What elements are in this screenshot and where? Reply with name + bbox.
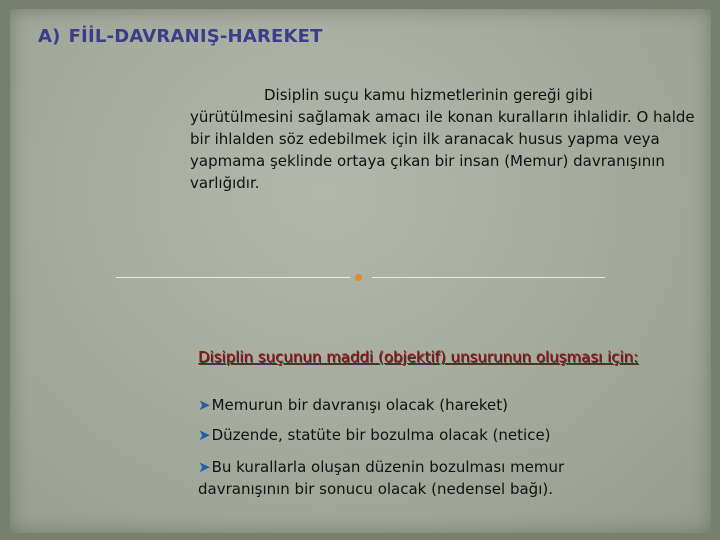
- arrow-bullet-icon: ➤: [198, 426, 211, 444]
- bullet-text-3: Bu kurallarla oluşan düzenin bozulması memur davranışının bir sonucu olacak (nedensel bağı).: [198, 458, 565, 498]
- bullet-item-2: [198, 424, 618, 446]
- section-subheading: Disiplin suçunun maddi (objektif) unsurunun oluşması için:: [198, 348, 639, 366]
- divider-line-right: [372, 277, 605, 278]
- bullet-item-3: [198, 456, 618, 500]
- bullet-text-1: Memurun bir davranışı olacak (hareket): [211, 396, 508, 414]
- heading-title: FİİL-DAVRANIŞ-HAREKET: [68, 26, 323, 47]
- intro-paragraph: [190, 84, 700, 194]
- arrow-bullet-icon: ➤: [198, 458, 211, 476]
- bullet-item-1: [198, 394, 618, 416]
- divider-dot: [355, 274, 362, 281]
- heading-letter: A): [38, 26, 61, 47]
- bullet-text-2: Düzende, statüte bir bozulma olacak (netice): [211, 426, 551, 444]
- arrow-bullet-icon: ➤: [198, 396, 211, 414]
- intro-text: Disiplin suçu kamu hizmetlerinin gereği gibi yürütülmesini sağlamak amacı ile konan kuralların ihlalidir. O halde bir ihlalden söz edebilmek için ilk aranacak husus yapma veya yapmama şeklinde ortaya çıkan bir insan (Memur) davranışının varlığıdır.: [190, 86, 695, 192]
- slide-heading: [38, 26, 323, 47]
- divider-line-left: [116, 277, 350, 278]
